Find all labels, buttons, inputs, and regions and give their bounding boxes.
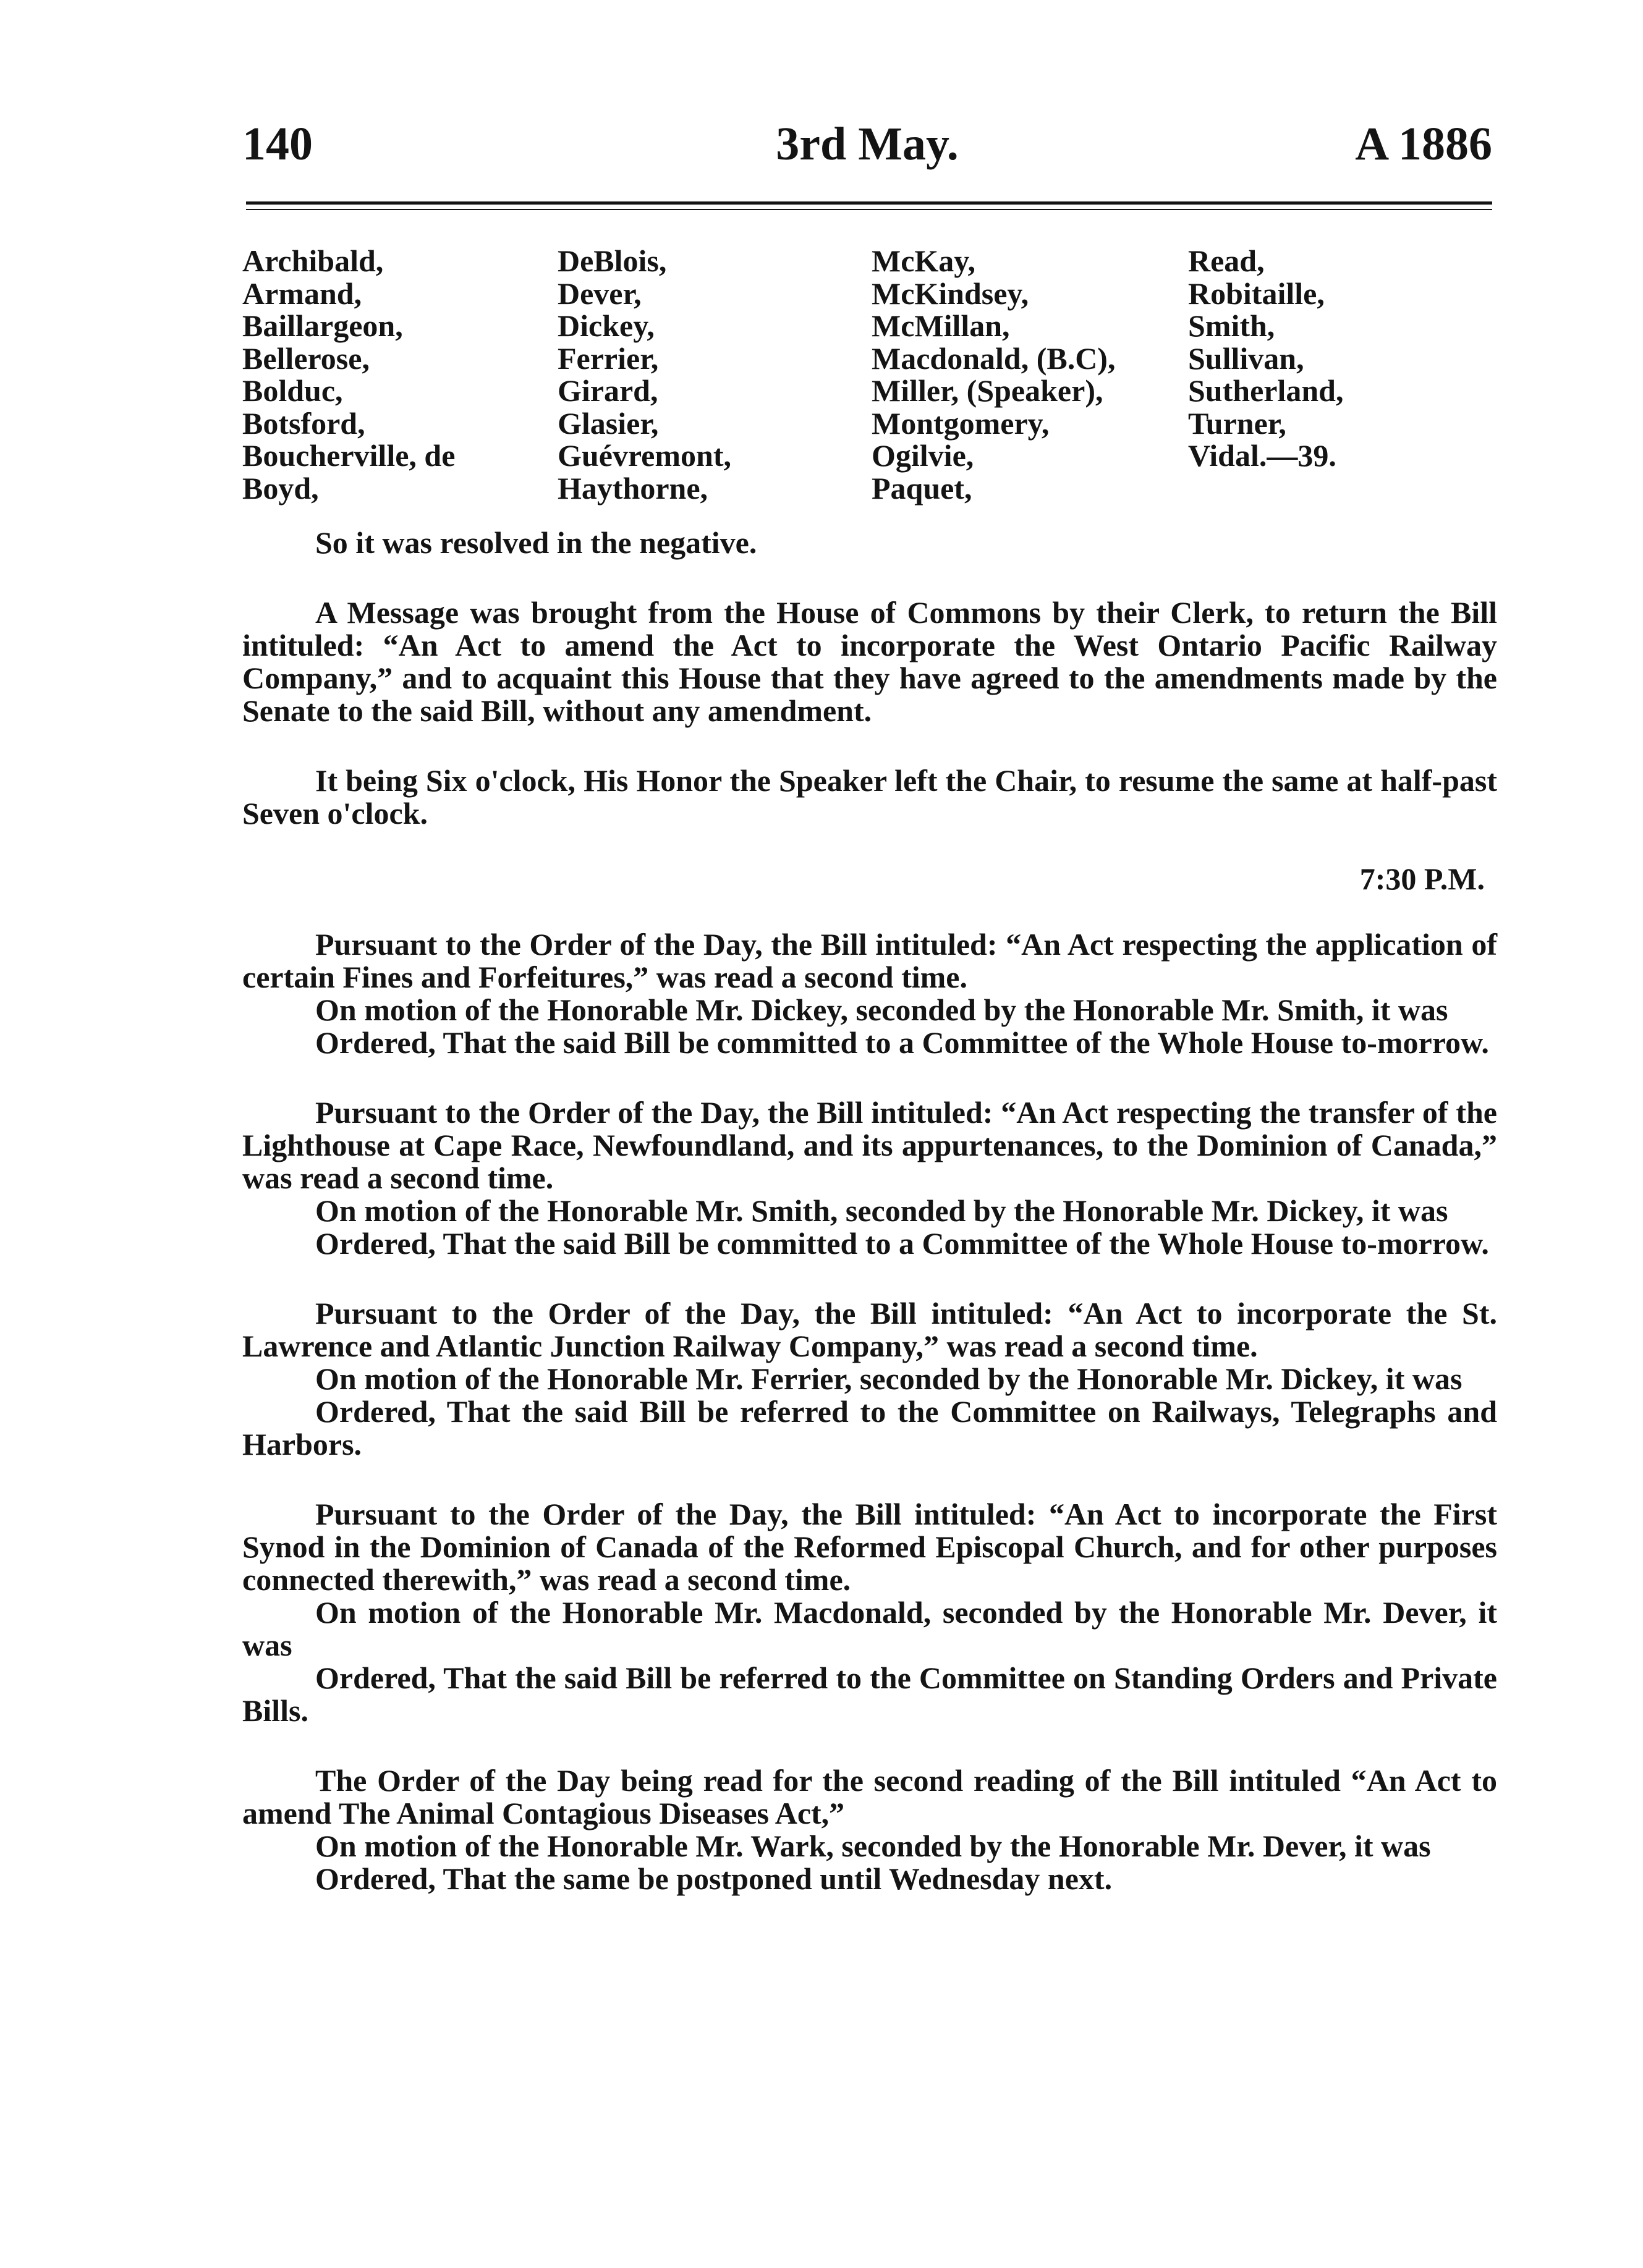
bill-motion: On motion of the Honorable Mr. Smith, seconded by the Honorable Mr. Dickey, it was <box>315 1193 1448 1228</box>
bill-motion: On motion of the Honorable Mr. Ferrier, seconded by the Honorable Mr. Dickey, it was <box>315 1361 1463 1396</box>
name-entry: McMillan, <box>872 308 1010 343</box>
name-entry: Haythorne, <box>558 470 708 506</box>
bill-reading: The Order of the Day being read for the second reading of the Bill intituled “An Act to amend The Animal Contagious Diseases Act,” <box>242 1763 1497 1830</box>
name-entry: McKindsey, <box>872 276 1029 311</box>
name-entry: Miller, (Speaker), <box>872 373 1103 408</box>
bill-motion: On motion of the Honorable Mr. Wark, seconded by the Honorable Mr. Dever, it was <box>315 1829 1431 1863</box>
name-entry: Montgomery, <box>872 405 1050 441</box>
name-entry: Glasier, <box>558 405 659 441</box>
bill-reading: Pursuant to the Order of the Day, the Bill intituled: “An Act to incorporate the St. Lawrence and Atlantic Junction Railway Company,” was read a second time. <box>242 1296 1497 1363</box>
resolution-line: So it was resolved in the negative. <box>315 525 757 560</box>
bill-motion: On motion of the Honorable Mr. Dickey, seconded by the Honorable Mr. Smith, it was <box>315 992 1448 1027</box>
name-entry: Macdonald, (B.C), <box>872 341 1116 376</box>
bill-order: Ordered, That the said Bill be referred to the Committee on Standing Orders and Private Bills. <box>242 1661 1497 1728</box>
name-entry: Sutherland, <box>1188 373 1344 408</box>
name-entry: Ferrier, <box>558 341 659 376</box>
name-entry: McKay, <box>872 243 976 278</box>
bill-order: Ordered, That the same be postponed until Wednesday next. <box>315 1861 1113 1896</box>
name-entry: Bellerose, <box>242 341 370 376</box>
journal-body <box>242 527 1497 1895</box>
page-year: A 1886 <box>1355 118 1492 170</box>
name-entry: Girard, <box>558 373 658 408</box>
name-entry: Robitaille, <box>1188 276 1325 311</box>
name-entry: Baillargeon, <box>242 308 403 343</box>
name-entry: Archibald, <box>242 243 384 278</box>
bill-reading: Pursuant to the Order of the Day, the Bill intituled: “An Act respecting the application of certain Fines and Forfeitures,” was read a second time. <box>242 927 1497 994</box>
commons-message-paragraph: A Message was brought from the House of Commons by their Clerk, to return the Bill intituled: “An Act to amend the Act to incorporate the West Ontario Pacific Railway Company,” and to acquaint this House that they have agreed to the amendments made by the Senate to the said Bill, without any amendment. <box>242 595 1497 728</box>
header-rule-thin <box>246 209 1492 210</box>
proceeding-item <box>242 1498 1497 1727</box>
name-entry: Dickey, <box>558 308 655 343</box>
proceeding-item <box>242 1096 1497 1260</box>
bill-motion: On motion of the Honorable Mr. Macdonald, seconded by the Honorable Mr. Dever, it was <box>242 1595 1497 1662</box>
name-entry: Armand, <box>242 276 362 311</box>
names-column-1 <box>242 245 455 504</box>
evening-sitting-time: 7:30 P.M. <box>1359 861 1485 896</box>
name-entry: Boyd, <box>242 470 319 506</box>
name-entry: Paquet, <box>872 470 972 506</box>
names-column-3 <box>872 245 1115 504</box>
name-entry: Turner, <box>1188 405 1286 441</box>
names-column-2 <box>558 245 731 504</box>
name-entry: Vidal.—39. <box>1188 438 1336 473</box>
name-entry: Sullivan, <box>1188 341 1304 376</box>
name-entry: Bolduc, <box>242 373 343 408</box>
bill-order: Ordered, That the said Bill be referred to the Committee on Railways, Telegraphs and Harbors. <box>242 1394 1497 1462</box>
name-entry: Read, <box>1188 243 1265 278</box>
name-entry: Botsford, <box>242 405 365 441</box>
page-date: 3rd May. <box>776 118 959 170</box>
page-number: 140 <box>242 118 313 170</box>
proceeding-item <box>242 928 1497 1059</box>
bill-order: Ordered, That the said Bill be committed to a Committee of the Whole House to-morrow. <box>315 1025 1489 1060</box>
bill-order: Ordered, That the said Bill be committed to a Committee of the Whole House to-morrow. <box>315 1226 1489 1261</box>
page-header <box>242 110 1492 178</box>
proceeding-item <box>242 1297 1497 1461</box>
name-entry: Guévremont, <box>558 438 731 473</box>
names-column-4 <box>1188 245 1343 472</box>
bill-reading: Pursuant to the Order of the Day, the Bill intituled: “An Act to incorporate the First Synod in the Dominion of Canada of the Reformed Episcopal Church, and for other purposes connected therewith,” was read a second time. <box>242 1497 1497 1597</box>
division-names <box>242 245 1497 504</box>
proceeding-item <box>242 1764 1497 1895</box>
name-entry: Smith, <box>1188 308 1275 343</box>
recess-paragraph: It being Six o'clock, His Honor the Speaker left the Chair, to resume the same at half-past Seven o'clock. <box>242 763 1497 831</box>
name-entry: Boucherville, de <box>242 438 456 473</box>
header-rule-thick <box>246 201 1492 205</box>
name-entry: Dever, <box>558 276 642 311</box>
bill-reading: Pursuant to the Order of the Day, the Bill intituled: “An Act respecting the transfer of the Lighthouse at Cape Race, Newfoundland, and its appurtenances, to the Dominion of Canada,” was read a second time. <box>242 1095 1497 1195</box>
name-entry: DeBlois, <box>558 243 667 278</box>
name-entry: Ogilvie, <box>872 438 974 473</box>
